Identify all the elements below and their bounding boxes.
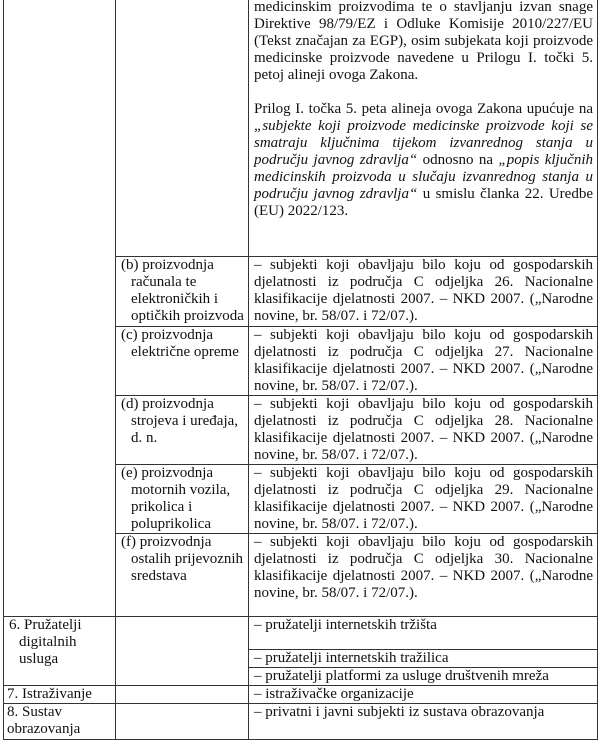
text: odnosno na [417,152,499,168]
subsector-label: (e) proizvodnja motornih vozila, prikolica i poluprikolica [121,464,231,532]
paragraph: medicinskim proizvodima te o stavljanju izvan snage Direktive 98/79/EZ i Odluke Komisije 2010/227/EU (Tekst značajan za EGP), osim subjekata koji proizvode medicinske proizvode navedene u Prilogu I. točki 5. petoj alineji ovoga Zakona. [254,0,593,83]
entities-cell: – subjekti koji obavljaju bilo koju od gospodarskih djelatnosti iz područja C odjeljka 26. Nacionalne klasifikacije djelatnosti 2007. – NKD 2007. („Narodne novine, br. 58/07. i 72/07.). [249,256,598,326]
entities-cell: – pružatelji internetskih tržišta [249,616,598,649]
subsector-cell [116,703,249,739]
entities-cell: – pružatelji platformi za usluge društvenih mreža [249,667,598,685]
paragraph [254,101,593,220]
sector-label: 6. Pružatelji digitalnih usluga [9,616,82,667]
subsector-label: (f) proizvodnja ostalih prijevoznih sredstava [121,533,244,584]
subsector-cell [116,685,249,703]
quote: „popis ključnih medicinskih proizvoda u slučaju izvanrednog stanja u području javnog zdravlja“ [254,152,594,202]
sector-cell [4,0,116,616]
table-row [4,616,598,649]
entities-cell: – privatni i javni subjekti iz sustava obrazovanja [249,703,598,739]
table-row [4,0,598,256]
entities-cell [249,0,598,256]
sector-cell: 8. Sustav obrazovanja [4,703,116,739]
table-row [4,703,598,739]
entities-cell: – subjekti koji obavljaju bilo koju od gospodarskih djelatnosti iz područja C odjeljka 28. Nacionalne klasifikacije djelatnosti 2007. – NKD 2007. („Narodne novine, br. 58/07. i 72/07.). [249,395,598,464]
table-row [4,685,598,703]
entities-cell: – subjekti koji obavljaju bilo koju od gospodarskih djelatnosti iz područja C odjeljka 30. Nacionalne klasifikacije djelatnosti 2007. – NKD 2007. („Narodne novine, br. 58/07. i 72/07.). [249,533,598,616]
subsector-cell [116,616,249,685]
subsector-cell [116,0,249,256]
text: Prilog I. točka 5. peta alineja ovoga Zakona upućuje na [254,101,593,117]
subsector-cell [116,256,249,326]
sector-table [3,0,598,740]
sector-cell: 7. Istraživanje [4,685,116,703]
text: u smislu članka 22. Uredbe (EU) 2022/123. [254,186,593,219]
subsector-cell [116,533,249,616]
subsector-label: (d) proizvodnja strojeva i uređaja, d. n. [121,395,239,446]
subsector-label: (c) proizvodnja električne opreme [121,326,239,360]
entities-cell: – subjekti koji obavljaju bilo koju od gospodarskih djelatnosti iz područja C odjeljka 27. Nacionalne klasifikacije djelatnosti 2007. – NKD 2007. („Narodne novine, br. 58/07. i 72/07.). [249,326,598,395]
entities-cell: – subjekti koji obavljaju bilo koju od gospodarskih djelatnosti iz područja C odjeljka 29. Nacionalne klasifikacije djelatnosti 2007. – NKD 2007. („Narodne novine, br. 58/07. i 72/07.). [249,464,598,533]
entities-cell: – istraživačke organizacije [249,685,598,703]
subsector-label: (b) proizvodnja računala te elektroničkih i optičkih proizvoda [121,256,244,324]
entities-cell: – pružatelji internetskih tražilica [249,649,598,667]
subsector-cell [116,464,249,533]
subsector-cell [116,326,249,395]
quote: „subjekte koji proizvode medicinske proizvode koji se smatraju ključnima tijekom izvanrednog stanja u području javnog zdravlja“ [254,118,593,168]
sector-cell [4,616,116,685]
subsector-cell [116,395,249,464]
